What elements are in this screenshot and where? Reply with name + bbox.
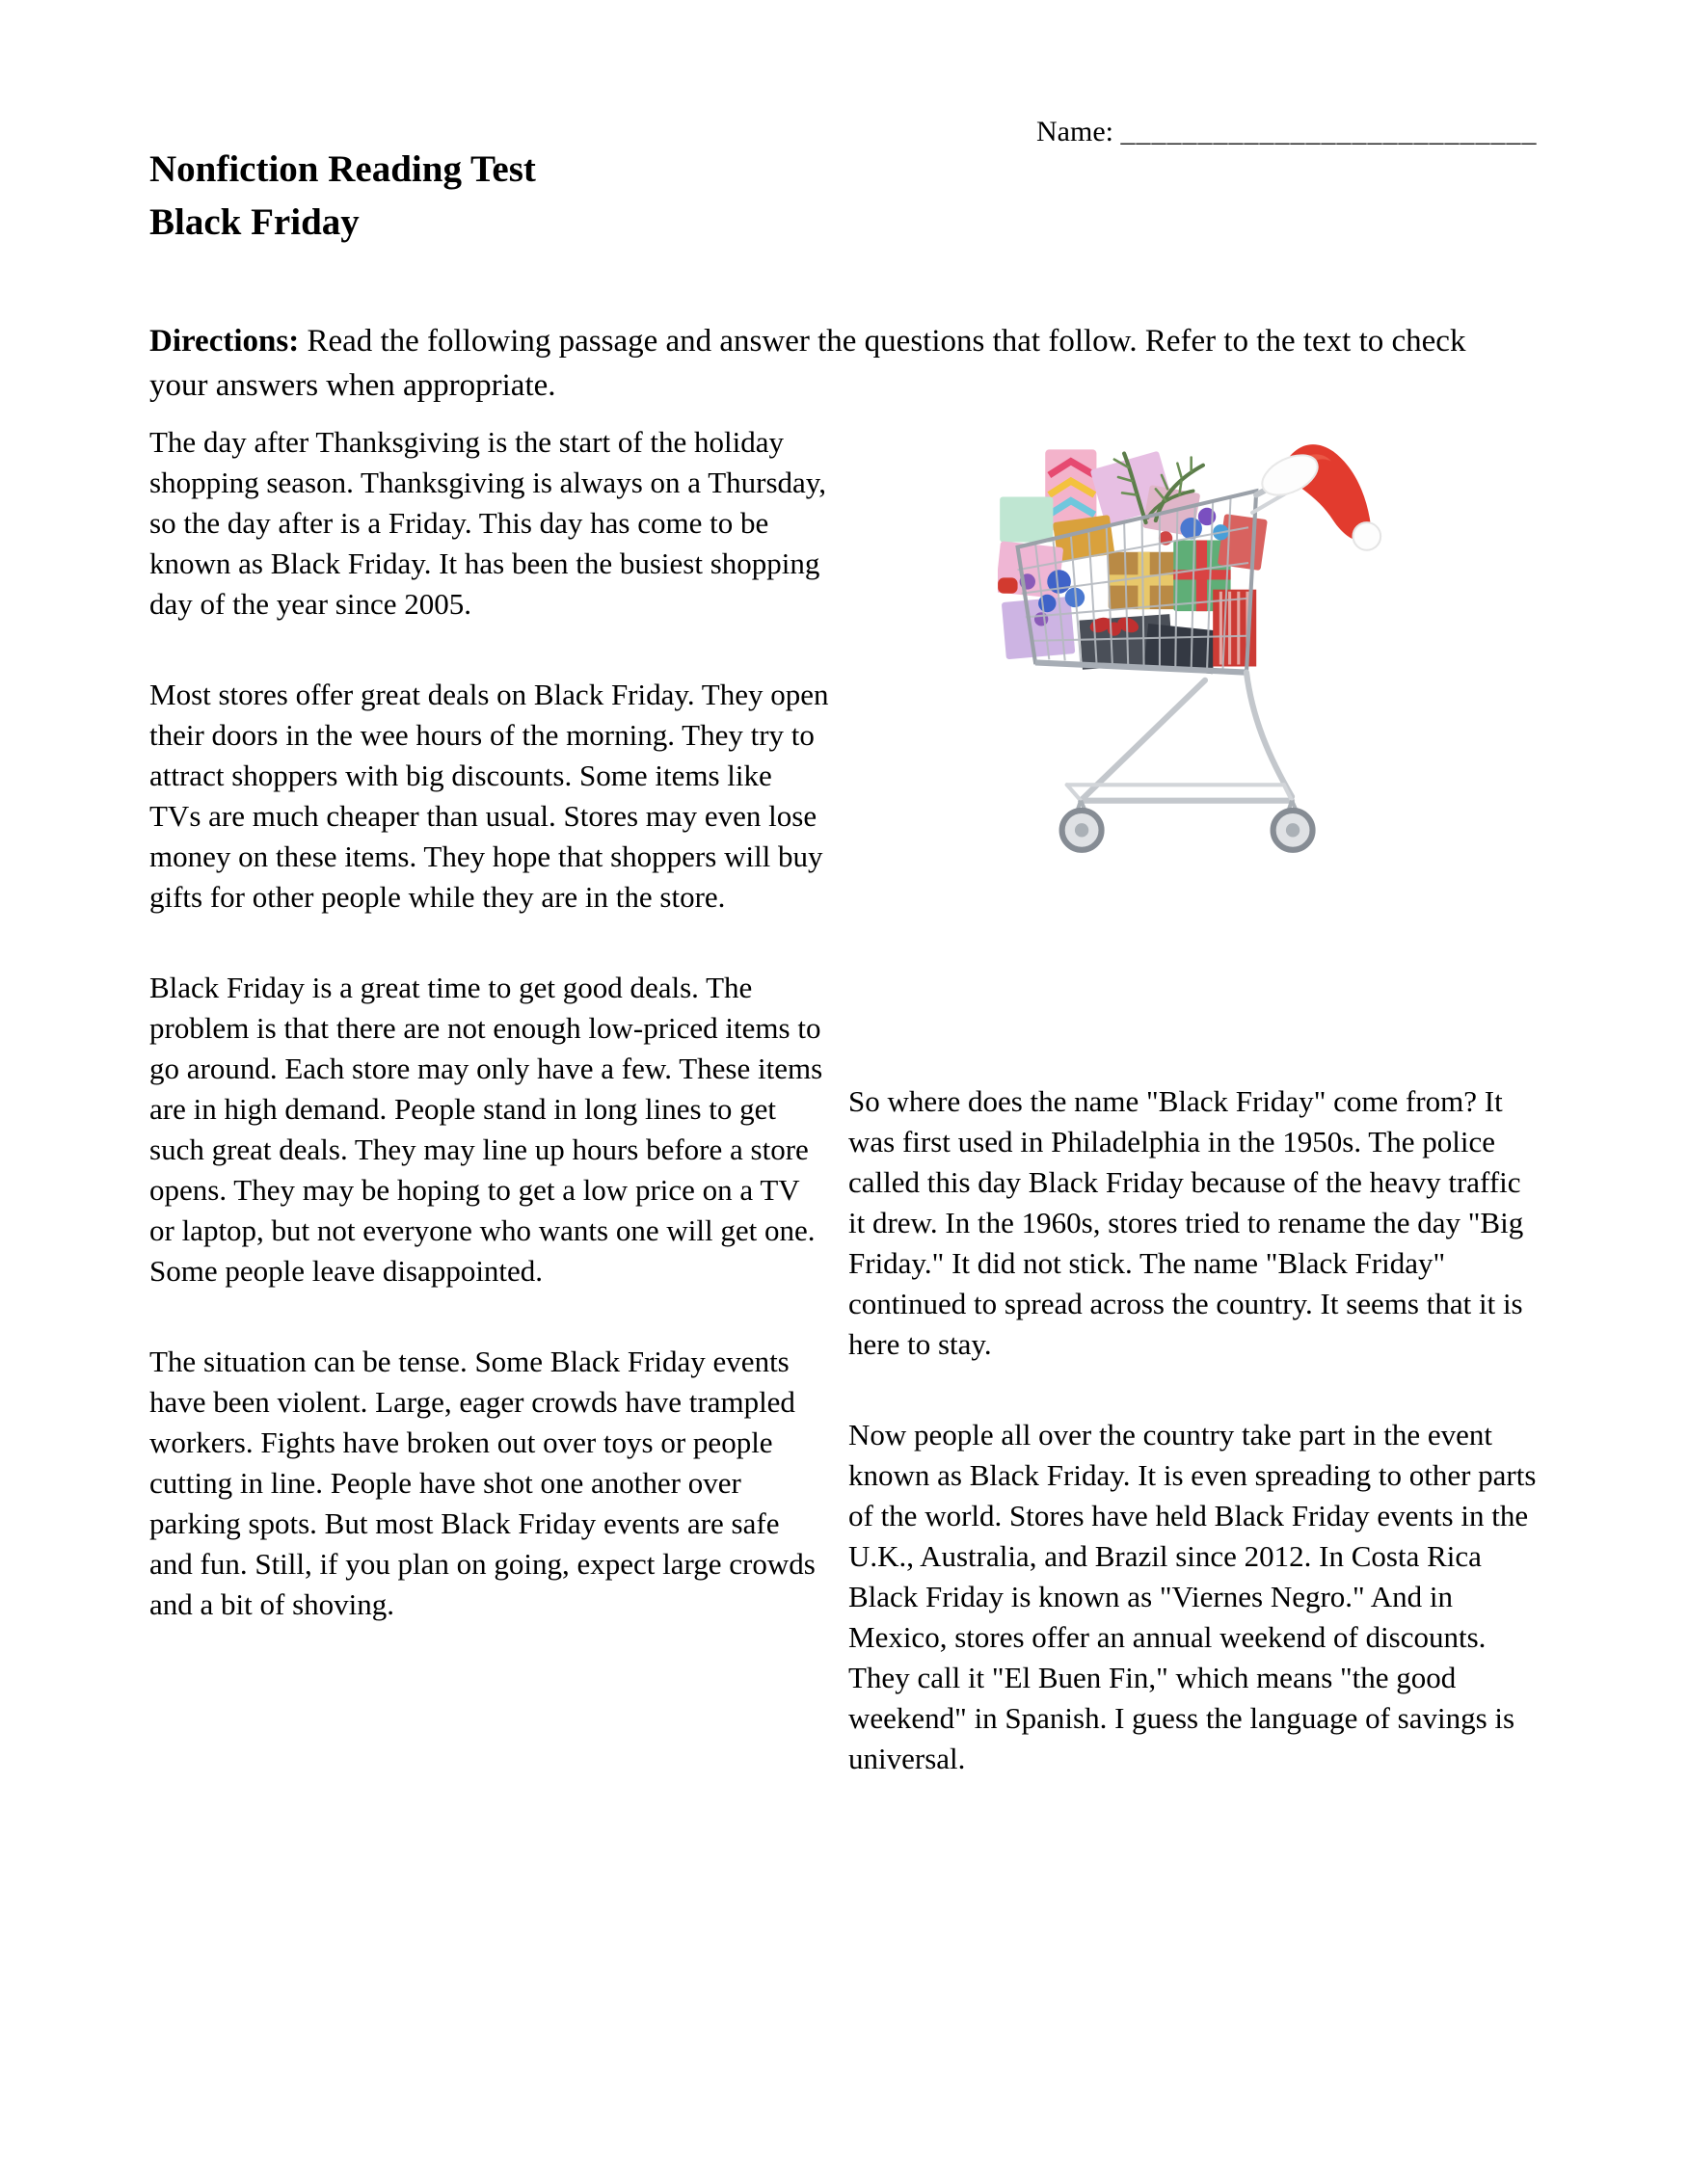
title-line-2: Black Friday: [149, 201, 360, 243]
passage-paragraph: The day after Thanksgiving is the start of the holiday shopping season. Thanksgiving is always on a Thursday, so the day after is a Friday. This day has come to be known as Black Friday. It has been the busiest shopping day of the year since 2005.: [149, 425, 827, 621]
passage-paragraph: Now people all over the country take part in the event known as Black Friday. It is even spreading to other parts of the world. Stores have held Black Friday events in the U.K., Australia, and Brazil since 2012. In Costa Rica Black Friday is known as "Viernes Negro." And in Mexico, stores offer an annual weekend of discounts. They call it "El Buen Fin," which means "the good weekend" in Spanish. I guess the language of savings is universal.: [848, 1418, 1537, 1775]
title-line-1: Nonfiction Reading Test: [149, 148, 536, 190]
passage-paragraph: Black Friday is a great time to get good deals. The problem is that there are not enough low-priced items to go around. Each store may only have a few. These items are in high demand. People stand in long lines to get such great deals. They may line up hours before a store opens. They may be hoping to get a low price on a TV or laptop, but not everyone who wants one will get one. Some people leave disappointed.: [149, 971, 823, 1288]
passage-left-column: [149, 422, 829, 1675]
name-blank-line: ___________________________: [1120, 116, 1538, 147]
santa-hat-icon: [1256, 444, 1380, 550]
passage-paragraph: Most stores offer great deals on Black Friday. They open their doors in the wee hours of the morning. They try to attract shoppers with big discounts. Some items like TVs are much cheaper than usual. Stores may even lose money on these items. They hope that shoppers will buy gifts for other people while they are in the store.: [149, 678, 829, 914]
directions-paragraph: [149, 319, 1489, 408]
passage-right-column: [848, 1081, 1542, 1829]
name-row: [1036, 116, 1537, 148]
page-title: [149, 143, 536, 249]
directions-label: Directions:: [149, 324, 300, 359]
passage-paragraph: The situation can be tense. Some Black Friday events have been violent. Large, eager crowds have trampled workers. Fights have broken out over toys or people cutting in line. People have shot one another over parking spots. But most Black Friday events are safe and fun. Still, if you plan on going, expect large crowds and a bit of shoving.: [149, 1345, 816, 1621]
cart-wheels: [1062, 801, 1313, 850]
passage-paragraph: So where does the name "Black Friday" come from? It was first used in Philadelphia in the 1950s. The police called this day Black Friday because of the heavy traffic it drew. In the 1960s, stores tried to rename the day "Big Friday." It did not stick. The name "Black Friday" continued to spread across the country. It seems that it is here to stay.: [848, 1084, 1524, 1361]
directions-text: Read the following passage and answer the questions that follow. Refer to the text to check your answers when appropriate.: [149, 324, 1466, 403]
cart-frame: [1067, 673, 1292, 801]
name-label: Name:: [1036, 116, 1113, 147]
shopping-cart-image: [998, 434, 1412, 858]
